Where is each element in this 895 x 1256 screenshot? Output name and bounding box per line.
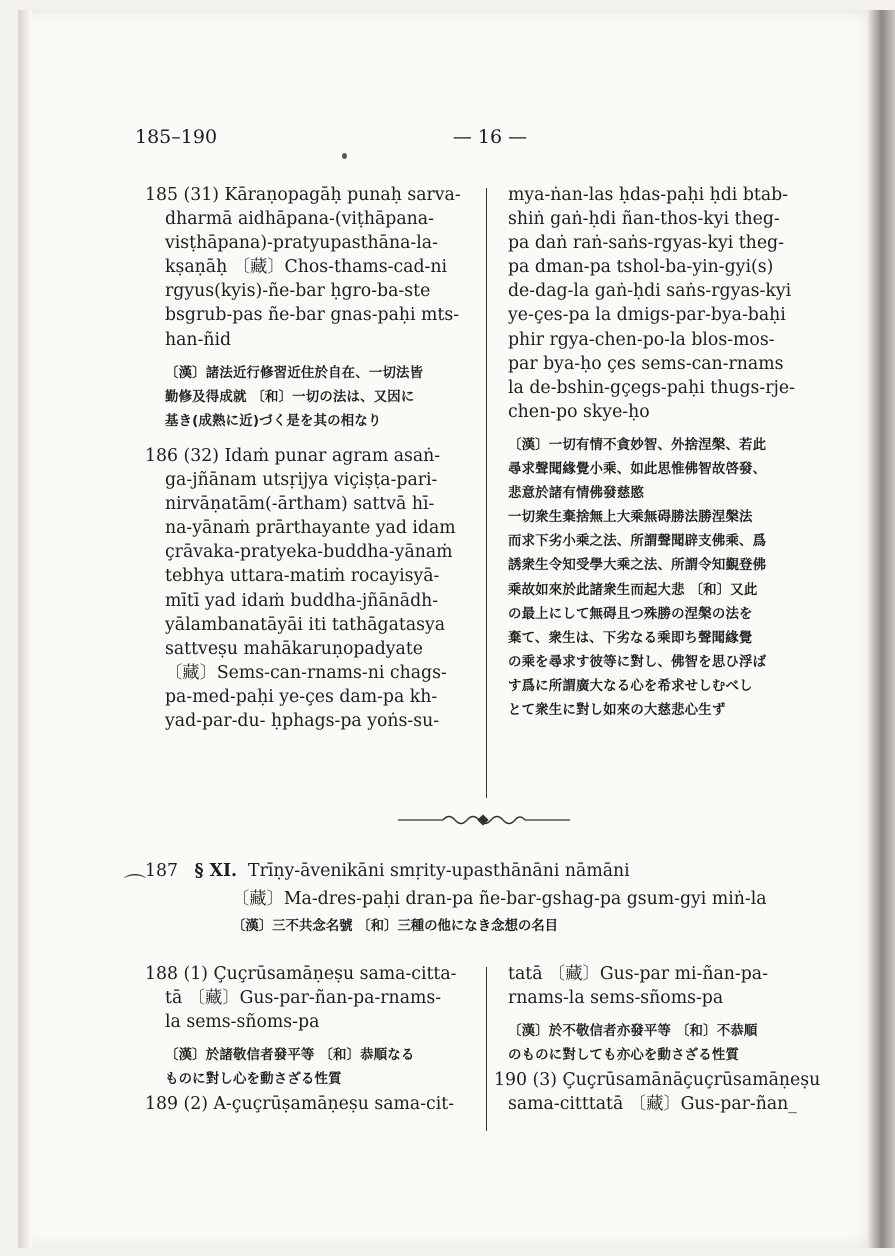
chinese-japanese-line: 棄て、衆生は、下劣なる乘即ち聲聞緣覺 bbox=[508, 630, 753, 646]
text-line: tatā 〔藏〕Gus-par mi-ñan-pa- bbox=[508, 964, 768, 984]
text-line: rgyus(kyis)-ñe-bar ḥgro-ba-ste bbox=[165, 281, 431, 302]
text-line: yālambanatāyāi iti tathāgatasya bbox=[165, 614, 446, 635]
chinese-japanese-line: の乘を尋求す彼等に對し、佛智を思ひ浮ば bbox=[508, 654, 767, 670]
text-line: nirvāṇatām(-ārtham) sattvā hī- bbox=[165, 494, 435, 515]
text-line: pa daṅ raṅ-saṅs-rgyas-kyi theg- bbox=[508, 233, 784, 254]
chinese-japanese-line: ものに對し心を動さざる性質 bbox=[165, 1072, 342, 1088]
section-chinese-japanese: 〔漢〕三不共念名號 〔和〕三種の他になき念想の名目 bbox=[232, 919, 559, 934]
column-divider bbox=[486, 967, 487, 1131]
text-line: çrāvaka-pratyeka-buddha-yānaṁ bbox=[165, 542, 453, 563]
text-line: yad-par-du- ḥphags-pa yoṅs-su- bbox=[165, 710, 440, 731]
text-line: 190 (3) Çuçrūsamānāçuçrūsamāṇeṣu bbox=[494, 1070, 821, 1091]
ink-dot bbox=[342, 153, 347, 159]
text-line: la de-bshin-gçegs-paḥi thugs-rje- bbox=[508, 377, 795, 398]
chinese-japanese-line: の最上にして無碍且つ殊勝の涅槃の法を bbox=[508, 606, 753, 622]
handwritten-mark: ⌒ bbox=[124, 874, 147, 899]
text-line: la sems-sñoms-pa bbox=[165, 1012, 320, 1033]
chinese-japanese-line: 基き(成熟に近)づく是を其の相なり bbox=[165, 413, 382, 429]
chinese-japanese-line: 乘故如來於此諸衆生而起大悲 〔和〕又此 bbox=[508, 582, 758, 598]
text-line: han-ñid bbox=[165, 329, 232, 350]
text-line: 185 (31) Kāraṇopagāḥ punaḥ sarva- bbox=[145, 185, 461, 205]
text-line: 189 (2) A-çuçrūṣamāṇeṣu sama-cit- bbox=[145, 1094, 455, 1115]
chinese-japanese-line: 〔漢〕於諸敬信者發平等 〔和〕恭順なる bbox=[165, 1048, 415, 1064]
bottom-left-column bbox=[145, 962, 480, 1117]
page-left-edge bbox=[18, 10, 32, 1248]
top-right-column bbox=[508, 183, 808, 723]
chinese-japanese-line: 一切衆生棄捨無上大乘無碍勝法勝涅槃法 bbox=[508, 510, 753, 526]
chinese-japanese-line: とて衆生に對し如來の大慈悲心生ず bbox=[508, 702, 726, 718]
chinese-japanese-line: す爲に所謂廣大なる心を希求せしむべし bbox=[508, 678, 753, 694]
text-line: dharmā aidhāpana-(viṭhāpana- bbox=[165, 209, 434, 230]
top-left-column bbox=[145, 183, 480, 733]
text-line: 186 (32) Idaṁ punar agram asaṅ- bbox=[145, 445, 441, 466]
chinese-japanese-line: のものに對しても亦心を動さざる性質 bbox=[508, 1048, 740, 1064]
text-line: 188 (1) Çuçrūsamāṇeṣu sama-citta- bbox=[145, 964, 457, 984]
book-spine-edge bbox=[868, 10, 895, 1248]
chinese-japanese-line: 而求下劣小乘之法、所謂聲聞辟支佛乘、爲 bbox=[508, 534, 767, 550]
text-line: bsgrub-pas ñe-bar gnas-paḥi mts- bbox=[165, 305, 460, 326]
text-line: chen-po skye-ḥo bbox=[508, 401, 650, 422]
column-divider bbox=[486, 188, 487, 798]
text-line: shiṅ gaṅ-ḥdi ñan-thos-kyi theg- bbox=[508, 209, 780, 230]
text-line: pa dman-pa tshol-ba-yin-gyi(s) bbox=[508, 257, 774, 278]
chinese-japanese-line: 勤修及得成就 〔和〕一切の法は、又因に bbox=[165, 389, 415, 405]
chinese-japanese-line: 悲意於諸有情佛發慈愍 bbox=[508, 486, 644, 502]
text-line: phir rgya-chen-po-la blos-mos- bbox=[508, 329, 775, 350]
text-line: ga-jñānam utsṛijya viçiṣṭa-pari- bbox=[165, 470, 438, 491]
text-line: 〔藏〕Sems-can-rnams-ni chags- bbox=[165, 662, 447, 683]
text-line: de-dag-la gaṅ-ḥdi saṅs-rgyas-kyi bbox=[508, 281, 792, 302]
text-line: tā 〔藏〕Gus-par-ñan-pa-rnams- bbox=[165, 988, 442, 1009]
section-heading bbox=[145, 858, 630, 884]
text-line: rnams-la sems-sñoms-pa bbox=[508, 988, 724, 1009]
text-line: mītī yad idaṁ buddha-jñānādh- bbox=[165, 590, 439, 611]
text-line: kṣaṇāḥ 〔藏〕Chos-thams-cad-ni bbox=[165, 257, 448, 278]
section-tibetan: 〔藏〕Ma-dres-paḥi dran-pa ñe-bar-gshag-pa gsum-gyi miṅ-la bbox=[232, 889, 767, 909]
text-line: mya-ṅan-las ḥdas-paḥi ḥdi btab- bbox=[508, 185, 789, 205]
text-line: visṭhāpana)-pratyupasthāna-la- bbox=[165, 233, 438, 254]
text-line: sattveṣu mahākaruṇopadyate bbox=[165, 638, 424, 659]
page-range: 185–190 bbox=[135, 126, 218, 148]
text-line: tebhya uttara-matiṁ rocayisyā- bbox=[165, 566, 440, 587]
chinese-japanese-line: 〔漢〕於不敬信者亦發平等 〔和〕不恭順 bbox=[508, 1024, 758, 1040]
chinese-japanese-line: 〔漢〕一切有情不貪妙智、外捨涅槃、若此 bbox=[508, 437, 767, 453]
chinese-japanese-line: 尋求聲聞緣覺小乘、如此思惟佛智故啓發、 bbox=[508, 462, 767, 478]
ornament-divider-icon bbox=[398, 812, 570, 828]
text-line: sama-citttatā 〔藏〕Gus-par-ñan_ bbox=[508, 1094, 797, 1115]
section-number: 187 bbox=[145, 861, 178, 881]
text-line: ye-çes-pa la dmigs-par-bya-baḥi bbox=[508, 305, 786, 326]
text-line: na-yānaṁ prārthayante yad idam bbox=[165, 518, 456, 539]
chinese-japanese-line: 〔漢〕諸法近行修習近住於自在、一切法皆 bbox=[165, 365, 424, 381]
section-label: § XI. bbox=[194, 861, 238, 881]
text-line: par bya-ḥo çes sems-can-rnams bbox=[508, 353, 784, 374]
page-number: — 16 — bbox=[452, 126, 528, 148]
text-line: pa-med-paḥi ye-çes dam-pa kh- bbox=[165, 686, 438, 707]
bottom-right-column bbox=[494, 962, 821, 1117]
chinese-japanese-line: 誘衆生令知受學大乘之法、所謂令知覲登佛 bbox=[508, 558, 767, 574]
section-title: Trīṇy-āvenikāni smṛity-upasthānāni nāmāni bbox=[248, 861, 630, 881]
